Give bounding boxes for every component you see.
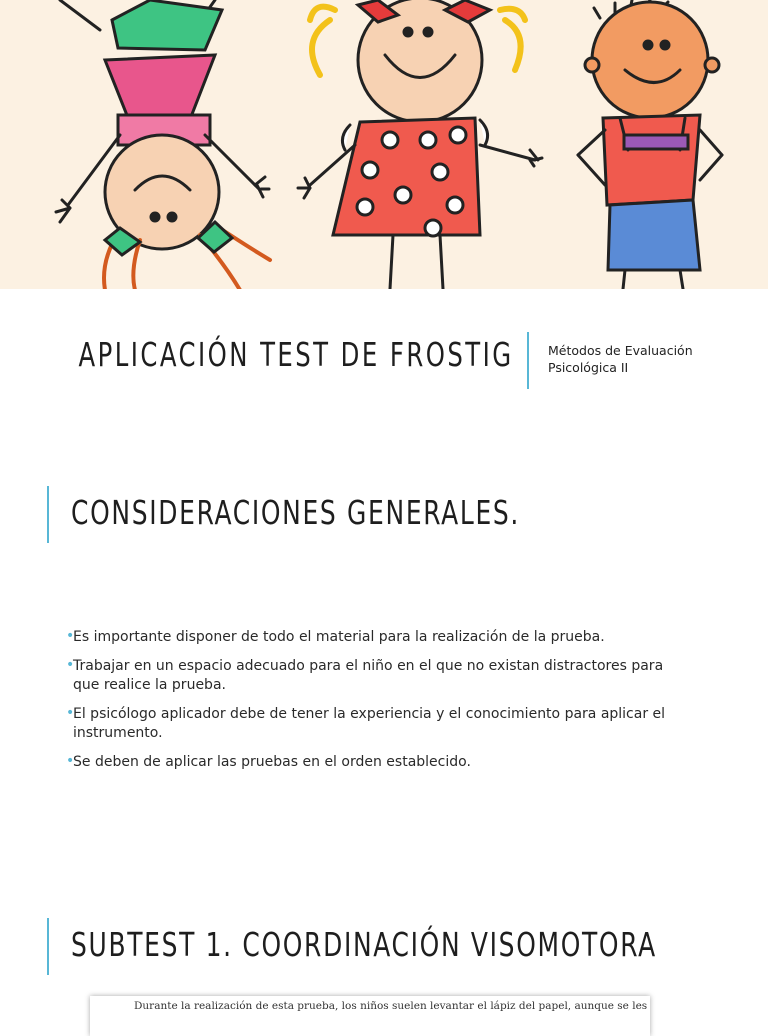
excerpt-text: Durante la realización de esta prueba, los niños suelen levantar el lápiz del papel, aunque se les bbox=[134, 1000, 648, 1012]
presentation-subtitle bbox=[548, 342, 693, 376]
section-heading-consideraciones: CONSIDERACIONES GENERALES. bbox=[71, 493, 520, 532]
bullet-text: El psicólogo aplicador debe de tener la experiencia y el conocimiento para aplicar el instrumento. bbox=[73, 706, 666, 741]
presentation-title: APLICACIÓN TEST DE FROSTIG bbox=[78, 335, 514, 374]
bullet-text: Es importante disponer de todo el material para la realización de la prueba. bbox=[73, 629, 605, 645]
list-item bbox=[66, 705, 686, 743]
children-drawing-illustration bbox=[0, 0, 768, 289]
bullet-text: Se deben de aplicar las pruebas en el orden establecido. bbox=[73, 754, 471, 770]
title-divider bbox=[527, 332, 529, 389]
boy-figure bbox=[578, 0, 722, 289]
girl-polka-dress bbox=[298, 0, 542, 289]
section-accent-bar bbox=[47, 486, 49, 543]
list-item bbox=[66, 657, 686, 695]
bullet-icon: • bbox=[66, 628, 75, 644]
bullet-list bbox=[66, 628, 686, 782]
section-accent-bar bbox=[47, 918, 49, 975]
scanned-document-excerpt bbox=[90, 996, 650, 1036]
list-item bbox=[66, 628, 686, 647]
bullet-icon: • bbox=[66, 705, 75, 721]
subtitle-line-1: Métodos de Evaluación bbox=[548, 343, 693, 358]
section-heading-subtest-1: SUBTEST 1. COORDINACIÓN VISOMOTORA bbox=[71, 925, 657, 964]
bullet-icon: • bbox=[66, 753, 75, 769]
upside-down-girl bbox=[56, 0, 270, 289]
subtitle-line-2: Psicológica II bbox=[548, 360, 629, 375]
hero-illustration bbox=[0, 0, 768, 289]
bullet-icon: • bbox=[66, 657, 75, 673]
bullet-text: Trabajar en un espacio adecuado para el niño en el que no existan distractores para que realice la prueba. bbox=[73, 658, 664, 693]
list-item bbox=[66, 753, 686, 772]
title-slide bbox=[0, 289, 768, 419]
